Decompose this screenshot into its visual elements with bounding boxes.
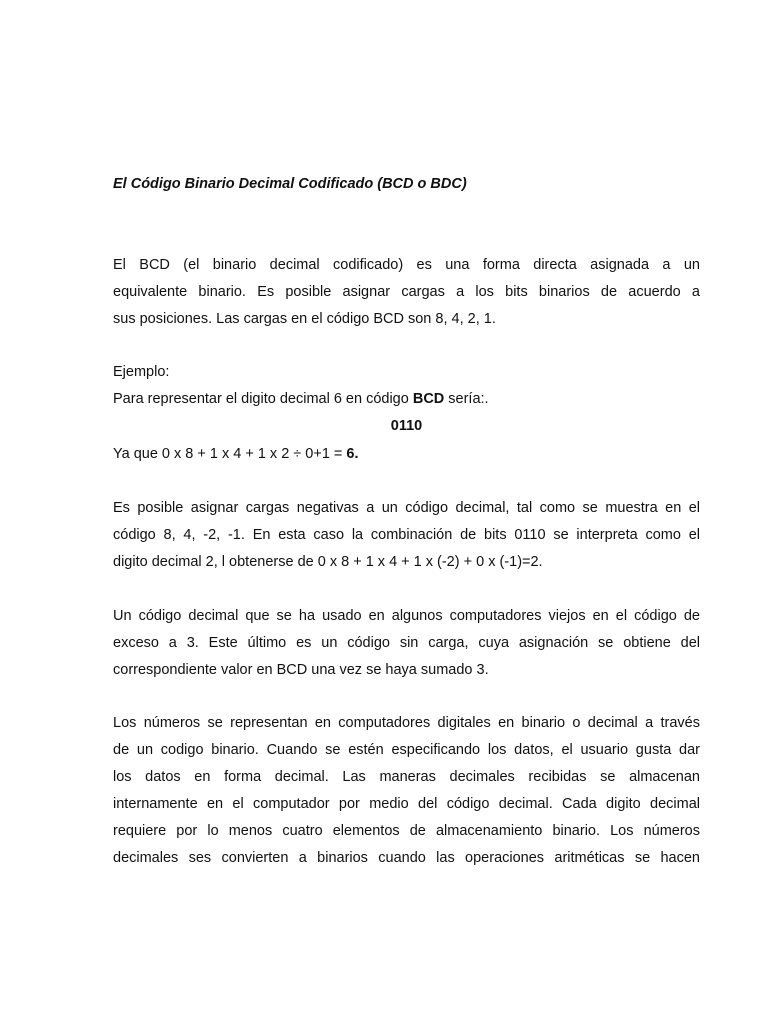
paragraph-4-line-4: internamente en el computador por medio del código decimal. Cada digito decimal (113, 796, 700, 812)
example-intro-text: Para representar el digito decimal 6 en código (113, 391, 413, 407)
paragraph-4-line-3: los datos en forma decimal. Las maneras decimales recibidas se almacenan (113, 769, 700, 785)
example-calc-result: 6. (346, 446, 359, 462)
paragraph-1-line-2: equivalente binario. Es posible asignar cargas a los bits binarios de acuerdo a (113, 284, 700, 300)
document-title: El Código Binario Decimal Codificado (BCD o BDC) (113, 176, 467, 192)
example-code: 0110 (390, 418, 423, 434)
paragraph-1-line-1: El BCD (el binario decimal codificado) es una forma directa asignada a un (113, 257, 700, 273)
example-intro-bold: BCD (412, 391, 445, 407)
paragraph-4-line-6: decimales ses convierten a binarios cuando las operaciones aritméticas se hacen (113, 850, 700, 866)
paragraph-2-line-2: código 8, 4, -2, -1. En esta caso la combinación de bits 0110 se interpreta como el (113, 527, 700, 543)
paragraph-2-line-1: Es posible asignar cargas negativas a un código decimal, tal como se muestra en el (113, 500, 700, 516)
example-intro (113, 390, 700, 408)
example-intro-tail: sería:. (444, 391, 489, 407)
paragraph-4-line-2: de un codigo binario. Cuando se estén especificando los datos, el usuario gusta dar (113, 742, 700, 758)
paragraph-4-line-1: Los números se representan en computadores digitales en binario o decimal a través (113, 715, 700, 731)
paragraph-2-line-3: digito decimal 2, l obtenerse de 0 x 8 + 1 x 4 + 1 x (-2) + 0 x (-1)=2. (113, 554, 543, 570)
paragraph-3-line-2: exceso a 3. Este último es un código sin carga, cuya asignación se obtiene del (113, 635, 700, 651)
paragraph-4-line-5: requiere por lo menos cuatro elementos de almacenamiento binario. Los números (113, 823, 700, 839)
paragraph-1-line-3: sus posiciones. Las cargas en el código BCD son 8, 4, 2, 1. (113, 311, 496, 327)
example-calculation (113, 445, 700, 463)
paragraph-3-line-1: Un código decimal que se ha usado en algunos computadores viejos en el código de (113, 608, 700, 624)
example-label: Ejemplo: (113, 364, 170, 380)
paragraph-3-line-3: correspondiente valor en BCD una vez se haya sumado 3. (113, 662, 489, 678)
example-calc-text: Ya que 0 x 8 + 1 x 4 + 1 x 2 ÷ 0+1 = (113, 446, 347, 462)
